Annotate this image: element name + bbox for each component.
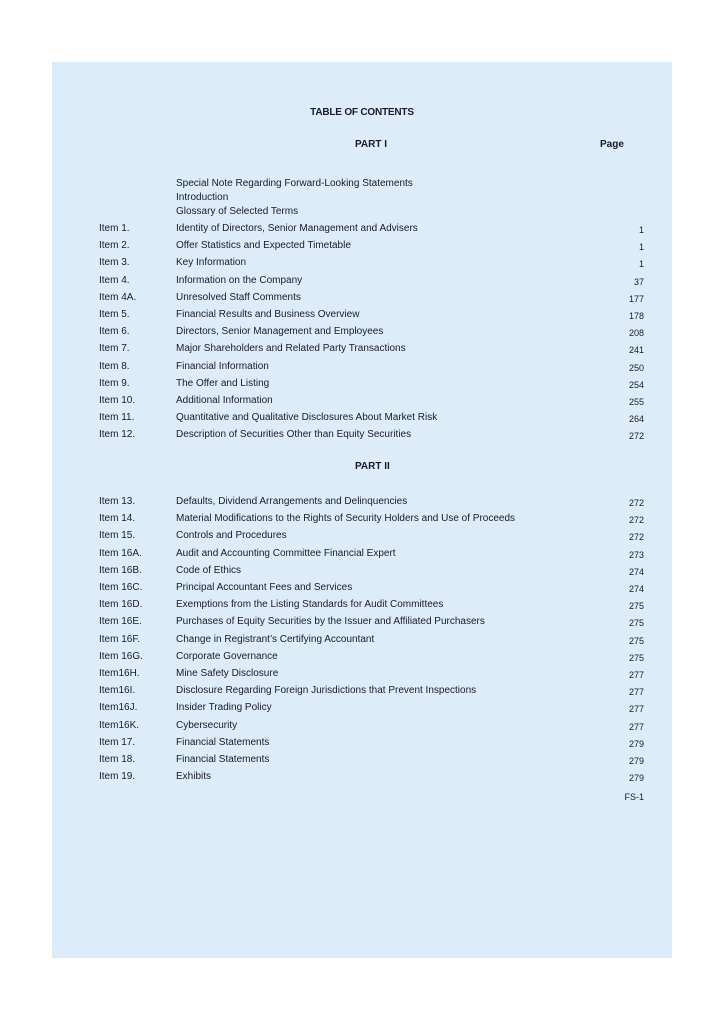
toc-item-title[interactable]: Purchases of Equity Securities by the Issuer and Affiliated Purchasers	[176, 616, 485, 628]
toc-item-number: Item 1.	[99, 223, 130, 234]
toc-page-number[interactable]: 279	[628, 756, 644, 766]
toc-item-title[interactable]: Financial Information	[176, 360, 269, 372]
toc-item-number: Item16J.	[99, 702, 138, 714]
toc-item-number: Item 16E.	[99, 616, 142, 628]
toc-item-number: Item 16F.	[99, 633, 141, 645]
toc-item-number: Item 5.	[99, 309, 130, 320]
toc-item-number: Item 10.	[99, 395, 136, 406]
toc-row[interactable]	[0, 429, 724, 446]
toc-page-number[interactable]: 1	[638, 259, 644, 270]
toc-item-title[interactable]: Identity of Directors, Senior Management and Advisers	[176, 223, 418, 234]
toc-page-number[interactable]: 1	[638, 225, 644, 235]
toc-page-number[interactable]: 1	[638, 242, 644, 253]
toc-item-number: Item 7.	[99, 343, 130, 355]
toc-item-number: Item 13.	[99, 496, 136, 507]
toc-item-title[interactable]: Audit and Accounting Committee Financial Expert	[176, 547, 396, 559]
toc-item-number: Item 12.	[99, 429, 136, 441]
toc-item-title[interactable]: Controls and Procedures	[176, 530, 287, 542]
toc-item-number: Item 14.	[99, 513, 136, 525]
toc-item-number: Item 8.	[99, 360, 130, 372]
part-ii-heading: PART II	[355, 461, 390, 472]
toc-page-number[interactable]: 177	[628, 293, 644, 304]
toc-item-title[interactable]: Exhibits	[176, 771, 212, 783]
toc-row[interactable]	[0, 275, 724, 292]
toc-page-number[interactable]: 272	[628, 515, 644, 526]
toc-item-number: Item 11.	[99, 412, 135, 424]
toc-row[interactable]	[0, 754, 724, 771]
toc-row[interactable]	[0, 240, 724, 257]
toc-item-title[interactable]: Exemptions from the Listing Standards for Audit Committees	[176, 599, 444, 611]
toc-item-title[interactable]: Defaults, Dividend Arrangements and Delinquencies	[176, 496, 408, 507]
toc-item-title[interactable]: Major Shareholders and Related Party Transactions	[176, 343, 406, 355]
intro-entry[interactable]: Introduction	[176, 192, 229, 203]
toc-row[interactable]	[0, 634, 724, 651]
toc-item-number: Item 9.	[99, 377, 130, 389]
toc-item-title[interactable]: Financial Results and Business Overview	[176, 309, 360, 320]
toc-item-number: Item 16C.	[99, 582, 143, 593]
toc-item-title[interactable]: Information on the Company	[176, 274, 303, 286]
toc-page-number[interactable]: 208	[628, 328, 644, 339]
toc-page-number[interactable]: 273	[628, 549, 644, 560]
toc-item-title[interactable]: Description of Securities Other than Equity Securities	[176, 429, 412, 441]
toc-row[interactable]	[0, 616, 724, 633]
toc-row[interactable]	[0, 513, 724, 530]
toc-row[interactable]	[0, 361, 724, 378]
toc-item-number: Item 19.	[99, 771, 136, 783]
toc-page-number[interactable]: 279	[628, 773, 644, 784]
toc-page-number[interactable]: 277	[628, 704, 644, 715]
toc-row[interactable]	[0, 412, 724, 429]
intro-entry[interactable]: Special Note Regarding Forward-Looking Statements	[176, 178, 413, 189]
toc-item-title[interactable]: Directors, Senior Management and Employees	[176, 326, 384, 338]
toc-page-number[interactable]: 279	[628, 738, 644, 749]
toc-page-number[interactable]: 254	[628, 379, 644, 390]
toc-item-title[interactable]: Insider Trading Policy	[176, 702, 272, 714]
toc-page-number[interactable]: 264	[628, 414, 644, 425]
toc-item-title[interactable]: Principal Accountant Fees and Services	[176, 582, 353, 593]
toc-item-number: Item 4A.	[99, 291, 137, 303]
toc-row[interactable]	[0, 395, 724, 412]
toc-page-number[interactable]: 37	[633, 276, 644, 287]
toc-row[interactable]	[0, 309, 724, 326]
toc-row[interactable]	[0, 565, 724, 582]
toc-item-title[interactable]: Key Information	[176, 257, 247, 269]
toc-row[interactable]	[0, 496, 724, 513]
toc-page-number[interactable]: 241	[628, 345, 644, 356]
toc-item-title[interactable]: Offer Statistics and Expected Timetable	[176, 240, 351, 252]
toc-row[interactable]	[0, 599, 724, 616]
toc-row[interactable]	[0, 737, 724, 754]
toc-page-number[interactable]: 255	[628, 397, 644, 407]
toc-item-title[interactable]: Financial Statements	[176, 754, 270, 765]
toc-item-number: Item16H.	[99, 668, 140, 679]
toc-row[interactable]	[0, 668, 724, 685]
toc-page-number[interactable]: 275	[628, 635, 644, 646]
toc-page-number[interactable]: 272	[628, 532, 644, 543]
toc-row[interactable]	[0, 530, 724, 547]
toc-row[interactable]	[0, 326, 724, 343]
page-column-header: Page	[600, 139, 624, 150]
toc-page-number[interactable]: 272	[628, 498, 644, 508]
toc-page-number[interactable]: 274	[628, 566, 644, 577]
toc-row[interactable]	[0, 257, 724, 274]
toc-item-number: Item 16D.	[99, 599, 143, 611]
toc-page-number[interactable]: 277	[628, 687, 644, 698]
toc-item-number: Item 2.	[99, 240, 130, 252]
toc-item-number: Item 17.	[99, 736, 136, 748]
toc-item-title[interactable]: Quantitative and Qualitative Disclosures About Market Risk	[176, 412, 438, 424]
toc-page-number[interactable]: 277	[628, 721, 644, 732]
toc-item-number: Item16K.	[99, 719, 140, 731]
toc-page-number[interactable]: 274	[628, 584, 644, 594]
toc-item-title[interactable]: Corporate Governance	[176, 650, 278, 662]
toc-row[interactable]	[0, 771, 724, 788]
toc-item-title[interactable]: Disclosure Regarding Foreign Jurisdictions that Prevent Inspections	[176, 685, 477, 697]
toc-row[interactable]	[0, 702, 724, 719]
intro-entry[interactable]: Glossary of Selected Terms	[176, 206, 299, 217]
toc-item-title[interactable]: The Offer and Listing	[176, 377, 270, 389]
toc-title: TABLE OF CONTENTS	[310, 107, 414, 118]
toc-row[interactable]	[0, 685, 724, 702]
toc-item-title[interactable]: Mine Safety Disclosure	[176, 668, 279, 679]
toc-page-number[interactable]: 275	[628, 618, 644, 629]
toc-item-number: Item 6.	[99, 326, 130, 338]
toc-page-number[interactable]: 272	[628, 431, 644, 442]
toc-item-title[interactable]: Material Modifications to the Rights of Security Holders and Use of Proceeds	[176, 513, 516, 525]
toc-item-title[interactable]: Change in Registrant’s Certifying Accountant	[176, 633, 375, 645]
toc-item-number: Item 15.	[99, 530, 136, 542]
toc-item-title[interactable]: Additional Information	[176, 395, 273, 406]
toc-item-number: Item 16B.	[99, 564, 142, 576]
toc-item-title[interactable]: Unresolved Staff Comments	[176, 291, 301, 303]
toc-item-title[interactable]: Financial Statements	[176, 736, 270, 748]
toc-item-number: Item 3.	[99, 257, 130, 269]
toc-item-title[interactable]: Code of Ethics	[176, 564, 242, 576]
toc-row[interactable]	[0, 223, 724, 240]
toc-item-number: Item 16G.	[99, 650, 143, 662]
fs-reference[interactable]: FS-1	[624, 792, 644, 802]
toc-page-number[interactable]: 277	[628, 670, 644, 680]
toc-item-number: Item 18.	[99, 754, 136, 765]
toc-item-title[interactable]: Cybersecurity	[176, 719, 238, 731]
toc-row[interactable]	[0, 292, 724, 309]
toc-page-number[interactable]: 250	[628, 362, 644, 373]
toc-item-number: Item 4.	[99, 274, 130, 286]
toc-page-number[interactable]: 275	[628, 652, 644, 663]
toc-row[interactable]	[0, 378, 724, 395]
toc-row[interactable]	[0, 548, 724, 565]
toc-row[interactable]	[0, 582, 724, 599]
toc-row[interactable]	[0, 651, 724, 668]
part-i-heading: PART I	[355, 139, 388, 150]
toc-item-number: Item 16A.	[99, 547, 142, 559]
toc-page-number[interactable]: 275	[628, 601, 644, 612]
toc-item-number: Item16I.	[99, 685, 136, 697]
toc-page-number[interactable]: 178	[628, 311, 644, 321]
toc-row[interactable]	[0, 343, 724, 360]
toc-row[interactable]	[0, 720, 724, 737]
